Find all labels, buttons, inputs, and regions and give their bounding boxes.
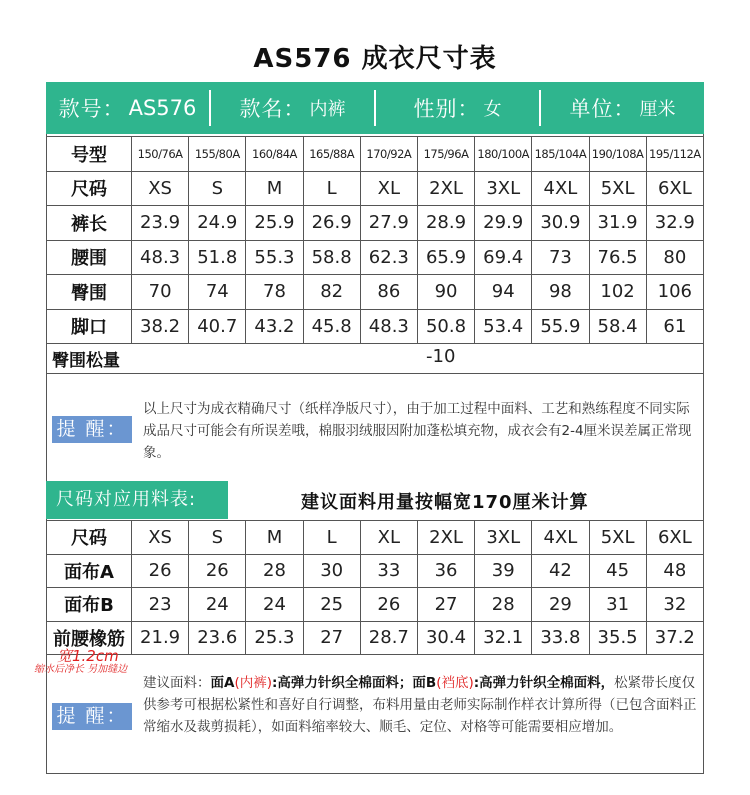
table-cell: 82 — [303, 275, 360, 310]
table-cell: M — [246, 521, 303, 555]
table-cell: 4XL — [532, 521, 589, 555]
table-cell: 2XL — [417, 521, 474, 555]
fabric-a-desc: :高弹力针织全棉面料； — [272, 675, 413, 691]
table-cell: 86 — [360, 275, 417, 310]
table-cell: 58.4 — [589, 309, 646, 344]
table-cell: 6XL — [646, 171, 703, 206]
table-cell: 32.1 — [475, 621, 532, 655]
table-row — [47, 554, 704, 588]
table-cell: 36 — [417, 554, 474, 588]
table-cell: 190/108A — [589, 137, 646, 172]
gender-cell — [374, 90, 539, 126]
table-cell: 33 — [360, 554, 417, 588]
table-cell: 50.8 — [417, 309, 474, 344]
unit-cell — [539, 90, 704, 126]
tip2-rest: 松紧带长度仅供参考可根据松紧性和喜好自行调整，布料用量由老师实际制作样衣计算所得（已包含面料正常缩水及裁剪损耗），如面料缩率较大、顺毛、定位、对格等可能需要相应增加。 — [143, 675, 697, 735]
table-cell: 27 — [417, 588, 474, 622]
table-cell: 3XL — [475, 521, 532, 555]
size-table — [46, 136, 704, 344]
table-cell: 106 — [646, 275, 703, 310]
table-cell: 28.7 — [360, 621, 417, 655]
row-header: 尺码 — [47, 521, 132, 555]
row-header: 面布B — [47, 588, 132, 622]
table-cell: 94 — [475, 275, 532, 310]
table-cell: 48 — [646, 554, 703, 588]
table-cell: 80 — [646, 240, 703, 275]
table-cell: 74 — [189, 275, 246, 310]
unit-value: 厘米 — [639, 99, 676, 120]
table-cell: 21.9 — [132, 621, 189, 655]
table-cell: 55.9 — [532, 309, 589, 344]
table-row — [47, 309, 704, 344]
table-row — [47, 588, 704, 622]
table-cell: 65.9 — [417, 240, 474, 275]
table-cell: 102 — [589, 275, 646, 310]
table-row — [47, 275, 704, 310]
fabric-table — [46, 520, 704, 655]
table-cell: 98 — [532, 275, 589, 310]
table-cell: 58.8 — [303, 240, 360, 275]
gender-label: 性别： — [413, 97, 480, 121]
style-no-cell — [46, 90, 209, 126]
ease-value: -10 — [426, 346, 456, 367]
table-cell: 4XL — [532, 171, 589, 206]
fabric-a-note: (内裤) — [234, 675, 272, 691]
table-cell: L — [303, 171, 360, 206]
table-cell: 5XL — [589, 521, 646, 555]
table-cell: S — [189, 171, 246, 206]
fabric-b-label: 面B — [412, 675, 437, 691]
table-cell: 40.7 — [189, 309, 246, 344]
table-cell: 25.3 — [246, 621, 303, 655]
table-cell: 30.4 — [417, 621, 474, 655]
row-header: 裤长 — [47, 206, 132, 241]
table-cell: 30.9 — [532, 206, 589, 241]
tip-text-1: 以上尺寸为成衣精确尺寸（纸样净版尺寸），由于加工过程中面料、工艺和熟练程度不同实际成品尺寸可能会有所误差哦，棉服羽绒服因附加蓬松填充物，成衣会有2-4厘米误差属正常现象。 — [143, 401, 692, 461]
name-value: 内裤 — [309, 99, 346, 120]
elastic-width-note: 宽1.2cm — [57, 647, 119, 665]
table-cell: XS — [132, 171, 189, 206]
table-cell: S — [189, 521, 246, 555]
table-cell: XL — [360, 171, 417, 206]
table-cell: 24 — [246, 588, 303, 622]
table-cell: XL — [360, 521, 417, 555]
table-cell: 24 — [189, 588, 246, 622]
row-header: 臀围 — [47, 275, 132, 310]
table-cell: 25.9 — [246, 206, 303, 241]
style-no-value: AS576 — [128, 96, 197, 120]
table-cell: 61 — [646, 309, 703, 344]
table-cell: 155/80A — [189, 137, 246, 172]
unit-label: 单位： — [569, 97, 636, 121]
fabric-a-label: 面A — [210, 675, 235, 691]
tip-badge-1: 提 醒： — [52, 416, 132, 443]
tip-badge-2: 提 醒： — [52, 703, 132, 730]
table-cell: 43.2 — [246, 309, 303, 344]
row-header: 脚口 — [47, 309, 132, 344]
table-cell: 185/104A — [532, 137, 589, 172]
ease-row — [46, 340, 704, 374]
table-cell: 33.8 — [532, 621, 589, 655]
table-cell: 165/88A — [303, 137, 360, 172]
table-cell: L — [303, 521, 360, 555]
fabric-header-bar — [46, 481, 704, 519]
table-cell: 28 — [475, 588, 532, 622]
row-header: 腰围 — [47, 240, 132, 275]
info-bar — [46, 82, 704, 134]
table-cell: 26 — [189, 554, 246, 588]
table-cell: 160/84A — [246, 137, 303, 172]
row-header: 面布A — [47, 554, 132, 588]
table-cell: 24.9 — [189, 206, 246, 241]
fabric-b-desc: :高弹力针织全棉面料， — [473, 675, 615, 691]
table-cell: 78 — [246, 275, 303, 310]
table-cell: 26 — [132, 554, 189, 588]
table-cell: 32.9 — [646, 206, 703, 241]
table-cell: 45.8 — [303, 309, 360, 344]
table-cell: 2XL — [417, 171, 474, 206]
tip2-intro: 建议面料： — [143, 675, 211, 691]
table-cell: XS — [132, 521, 189, 555]
table-cell: 29 — [532, 588, 589, 622]
table-cell: 73 — [532, 240, 589, 275]
table-row — [47, 137, 704, 172]
tip-text-2 — [143, 672, 698, 738]
page-title: AS576 成衣尺寸表 — [253, 44, 497, 74]
table-cell: 37.2 — [646, 621, 703, 655]
table-cell: 29.9 — [475, 206, 532, 241]
table-cell: M — [246, 171, 303, 206]
table-cell: 55.3 — [246, 240, 303, 275]
table-cell: 23.9 — [132, 206, 189, 241]
row-header: 前腰橡筋 — [47, 621, 132, 655]
table-cell: 180/100A — [475, 137, 532, 172]
row-header: 号型 — [47, 137, 132, 172]
table-cell: 195/112A — [646, 137, 703, 172]
table-cell: 48.3 — [360, 309, 417, 344]
table-cell: 175/96A — [417, 137, 474, 172]
table-row — [47, 206, 704, 241]
table-cell: 42 — [532, 554, 589, 588]
fabric-b-note: (裆底) — [436, 675, 474, 691]
table-cell: 32 — [646, 588, 703, 622]
table-cell: 26 — [360, 588, 417, 622]
table-cell: 62.3 — [360, 240, 417, 275]
table-cell: 69.4 — [475, 240, 532, 275]
style-no-label: 款号： — [58, 97, 125, 121]
fabric-header-note: 建议面料用量按幅宽170厘米计算 — [301, 492, 589, 513]
table-cell: 27.9 — [360, 206, 417, 241]
table-cell: 170/92A — [360, 137, 417, 172]
table-cell: 31.9 — [589, 206, 646, 241]
table-cell: 90 — [417, 275, 474, 310]
table-cell: 27 — [303, 621, 360, 655]
table-cell: 31 — [589, 588, 646, 622]
fabric-header-label: 尺码对应用料表: — [46, 481, 228, 519]
table-cell: 6XL — [646, 521, 703, 555]
table-cell: 48.3 — [132, 240, 189, 275]
table-cell: 51.8 — [189, 240, 246, 275]
row-header: 尺码 — [47, 171, 132, 206]
table-cell: 23.6 — [189, 621, 246, 655]
table-row — [47, 521, 704, 555]
gender-value: 女 — [483, 99, 502, 120]
table-row — [47, 171, 704, 206]
ease-label: 臀围松量 — [52, 351, 120, 371]
table-cell: 26.9 — [303, 206, 360, 241]
table-cell: 39 — [475, 554, 532, 588]
table-cell: 3XL — [475, 171, 532, 206]
table-cell: 38.2 — [132, 309, 189, 344]
name-label: 款名： — [239, 97, 306, 121]
table-cell: 45 — [589, 554, 646, 588]
table-cell: 25 — [303, 588, 360, 622]
table-cell: 30 — [303, 554, 360, 588]
table-cell: 23 — [132, 588, 189, 622]
table-cell: 76.5 — [589, 240, 646, 275]
table-cell: 35.5 — [589, 621, 646, 655]
table-cell: 28.9 — [417, 206, 474, 241]
table-cell: 70 — [132, 275, 189, 310]
elastic-sub-note: 缩水后净长 另加缝边 — [34, 664, 128, 675]
table-row — [47, 621, 704, 655]
table-cell: 150/76A — [132, 137, 189, 172]
table-cell: 5XL — [589, 171, 646, 206]
table-row — [47, 240, 704, 275]
name-cell — [209, 90, 374, 126]
table-cell: 53.4 — [475, 309, 532, 344]
table-cell: 28 — [246, 554, 303, 588]
